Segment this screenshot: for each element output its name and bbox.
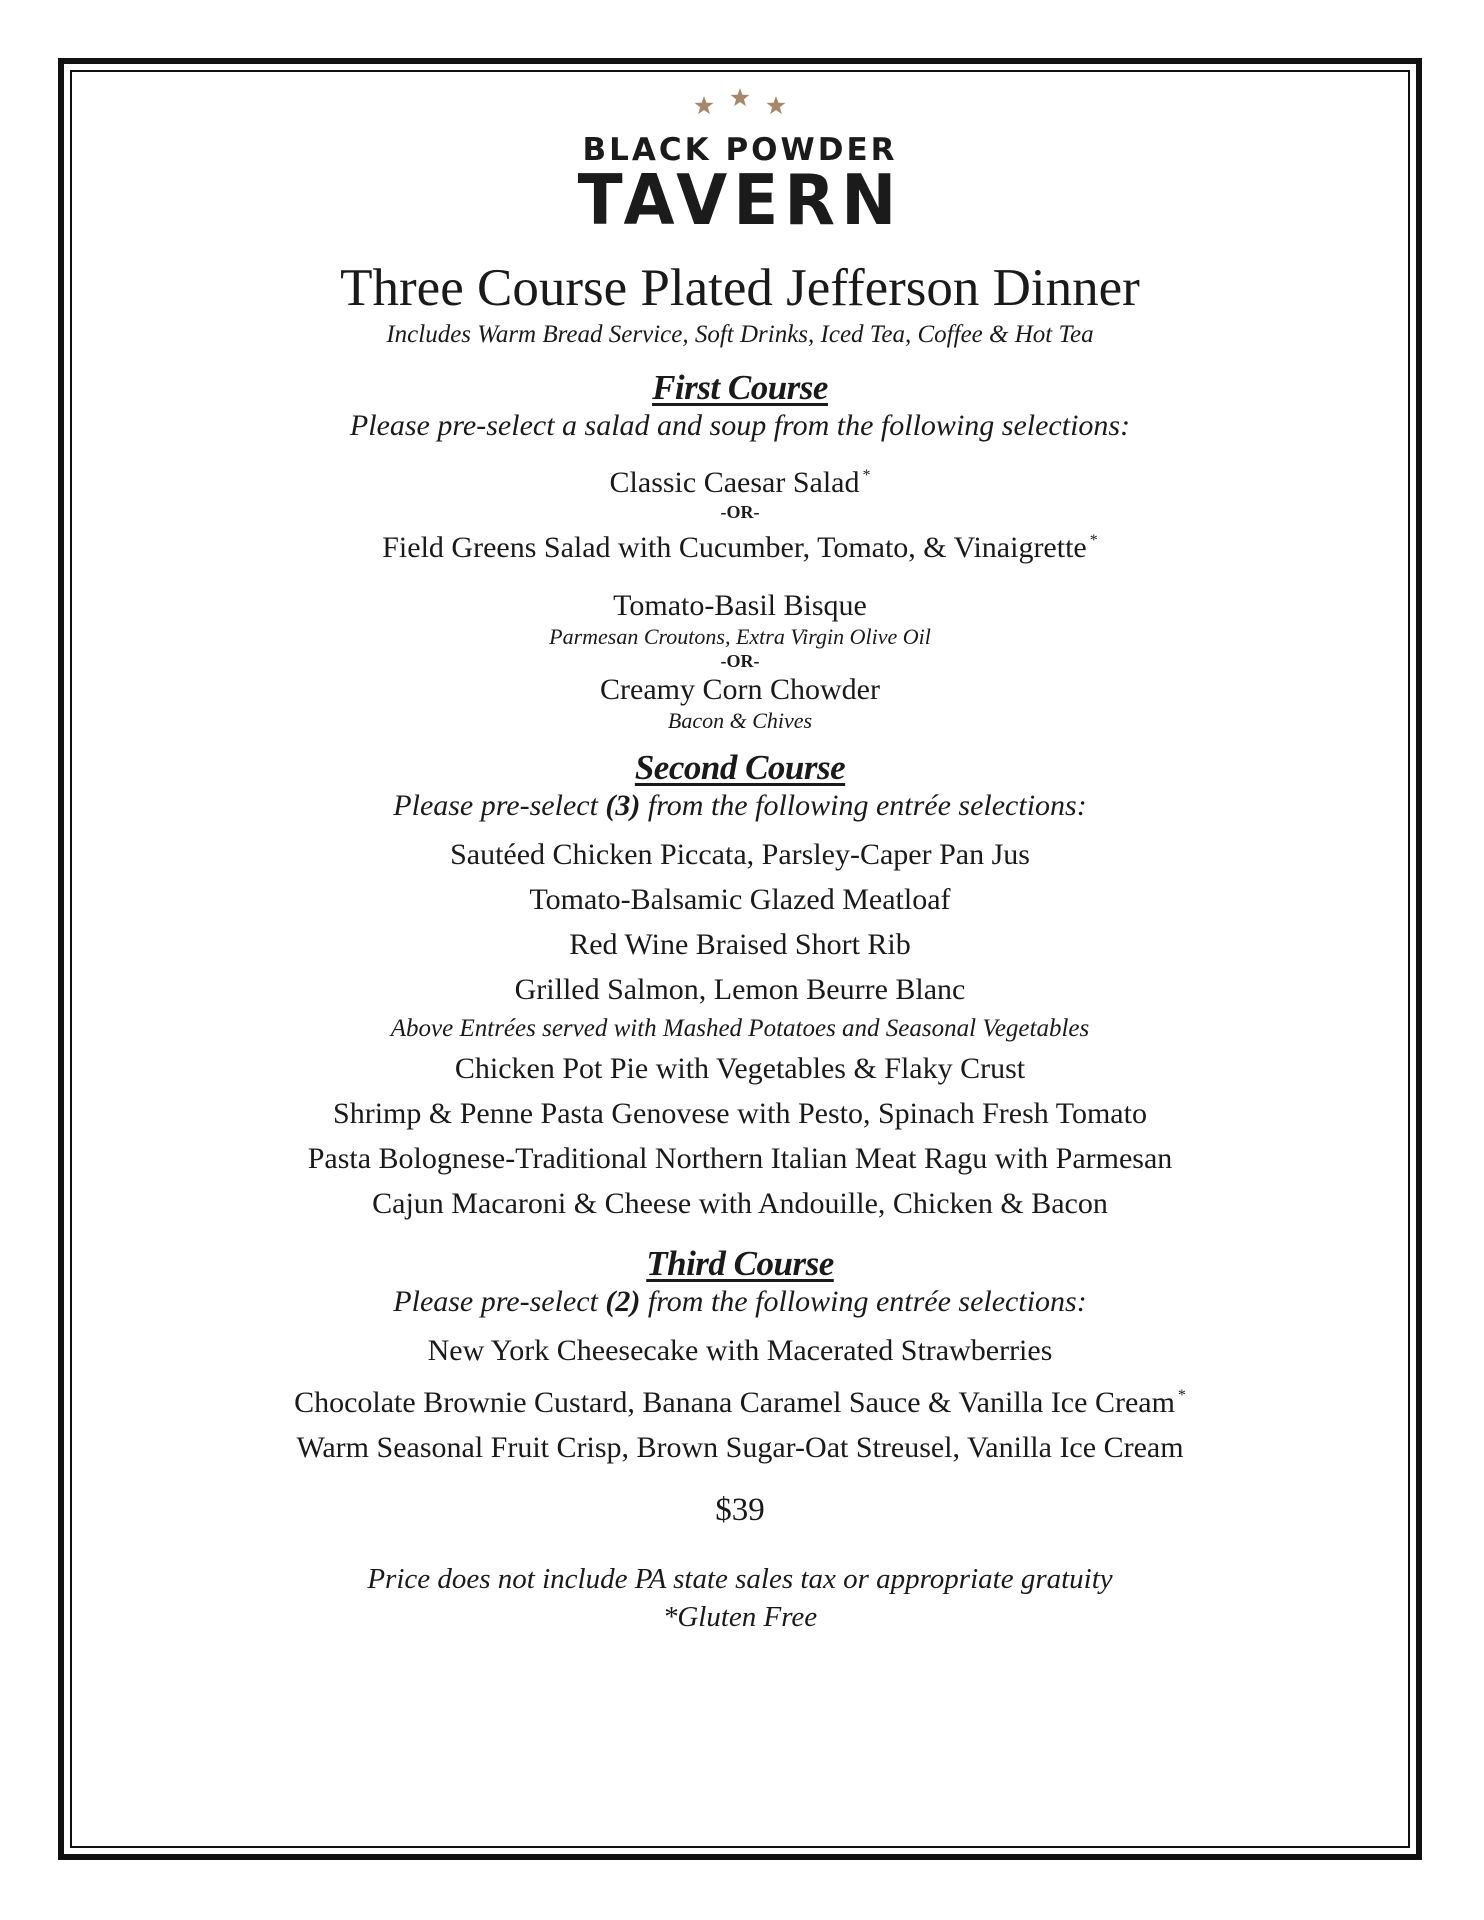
second-course-heading: Second Course xyxy=(634,748,846,787)
menu-item-dessert: Chocolate Brownie Custard, Banana Caramel Sauce & Vanilla Ice Cream * xyxy=(294,1386,1186,1419)
menu-item-dessert: Warm Seasonal Fruit Crisp, Brown Sugar-Oat Streusel, Vanilla Ice Cream xyxy=(296,1431,1184,1464)
menu-item-entree: Sautéed Chicken Piccata, Parsley-Caper Pan Jus xyxy=(450,838,1030,871)
menu-item-entree: Shrimp & Penne Pasta Genovese with Pesto, Spinach Fresh Tomato xyxy=(333,1097,1147,1130)
stars-icon xyxy=(690,86,790,126)
menu-item-entree: Tomato-Balsamic Glazed Meatloaf xyxy=(529,883,951,916)
page-title: Three Course Plated Jefferson Dinner xyxy=(340,259,1140,317)
entree-sides-note: Above Entrées served with Mashed Potatoes and Seasonal Vegetables xyxy=(390,1015,1090,1042)
menu-item-entree: Pasta Bolognese-Traditional Northern Italian Meat Ragu with Parmesan xyxy=(307,1142,1173,1175)
third-course-heading: Third Course xyxy=(646,1244,834,1283)
first-course-section xyxy=(72,368,1408,734)
first-course-heading: First Course xyxy=(652,368,828,407)
or-separator: -OR- xyxy=(720,651,760,671)
gluten-free-mark: * xyxy=(862,467,871,484)
menu-item-soup-1: Tomato-Basil Bisque xyxy=(613,589,867,622)
menu-item-description: Bacon & Chives xyxy=(667,708,813,733)
menu-item-description: Parmesan Croutons, Extra Virgin Olive Oil xyxy=(549,624,931,649)
tax-note: Price does not include PA state sales tax or appropriate gratuity xyxy=(367,1563,1113,1595)
price: $39 xyxy=(715,1492,765,1528)
menu-item-salad-1: Classic Caesar Salad * xyxy=(609,466,871,499)
footer-notes xyxy=(72,1560,1408,1636)
gluten-free-note: *Gluten Free xyxy=(662,1601,818,1633)
third-course-section xyxy=(72,1244,1408,1470)
first-course-instruction: Please pre-select a salad and soup from the following selections: xyxy=(349,409,1131,442)
menu-item-entree: Red Wine Braised Short Rib xyxy=(569,928,911,961)
menu-item-salad-2: Field Greens Salad with Cucumber, Tomato, & Vinaigrette * xyxy=(382,531,1098,564)
menu-content xyxy=(72,72,1408,1636)
gluten-free-mark: * xyxy=(1089,532,1098,549)
menu-item-dessert: New York Cheesecake with Macerated Strawberries xyxy=(427,1334,1053,1367)
menu-item-soup-2: Creamy Corn Chowder xyxy=(600,673,880,706)
gluten-free-mark: * xyxy=(1177,1387,1186,1404)
menu-item-entree: Grilled Salmon, Lemon Beurre Blanc xyxy=(514,973,966,1006)
menu-item-entree: Chicken Pot Pie with Vegetables & Flaky Crust xyxy=(454,1052,1026,1085)
logo-text-line2: TAVERN xyxy=(577,160,903,241)
second-course-instruction: Please pre-select (3) from the following entrée selections: xyxy=(393,789,1087,822)
or-separator: -OR- xyxy=(720,502,760,522)
page-subtitle: Includes Warm Bread Service, Soft Drinks, Iced Tea, Coffee & Hot Tea xyxy=(386,321,1094,348)
second-course-section xyxy=(72,748,1408,1226)
restaurant-logo xyxy=(72,86,1408,241)
logo-text-line1: BLACK POWDER xyxy=(582,132,898,168)
third-course-instruction: Please pre-select (2) from the following entrée selections: xyxy=(393,1285,1087,1318)
menu-item-entree: Cajun Macaroni & Cheese with Andouille, Chicken & Bacon xyxy=(372,1187,1108,1220)
